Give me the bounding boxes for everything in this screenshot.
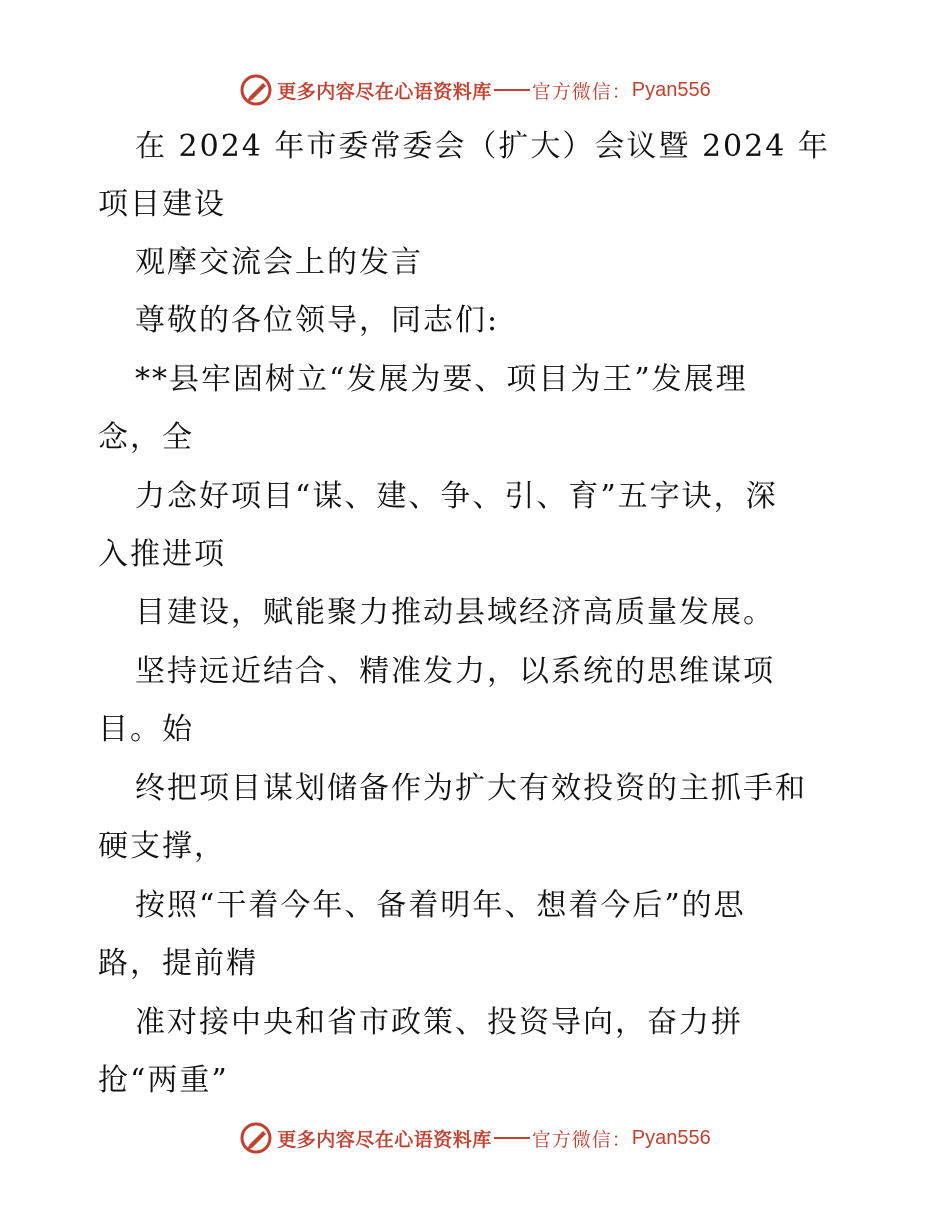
paragraph-line: 按照“干着今年、备着明年、想着今后”的思 <box>135 888 746 923</box>
paragraph-line: 力念好项目“谋、建、争、引、育”五字诀，深 <box>135 479 778 514</box>
wechat-id: Pyan556 <box>631 78 711 101</box>
wechat-id: Pyan556 <box>631 1126 711 1149</box>
paragraph-line: 入推进项 <box>98 537 226 572</box>
paragraph-line: 目。始 <box>98 712 194 747</box>
separator-dash <box>494 1137 530 1139</box>
paragraph-line: 终把项目谋划储备作为扩大有效投资的主抓手和 <box>135 771 807 806</box>
paragraph-line: 硬支撑， <box>98 829 226 864</box>
paragraph-line: 目建设，赋能聚力推动县域经济高质量发展。 <box>135 595 775 630</box>
header-watermark <box>0 70 950 110</box>
brand-text: 更多内容尽在心语资料库 <box>277 1128 492 1151</box>
paragraph-line: 抢“两重” <box>98 1063 229 1098</box>
footer-watermark <box>0 1118 950 1158</box>
salutation: 尊敬的各位领导，同志们: <box>135 303 500 338</box>
title-line-3: 观摩交流会上的发言 <box>135 245 423 280</box>
title-line-2: 项目建设 <box>98 187 226 222</box>
paragraph-line: 念，全 <box>98 420 194 455</box>
paragraph-line: 坚持远近结合、精准发力，以系统的思维谋项 <box>135 654 775 689</box>
pen-logo-icon <box>239 1121 273 1155</box>
paragraph-line: 路，提前精 <box>98 946 258 981</box>
title-line-1: 在 2024 年市委常委会（扩大）会议暨 2024 年 <box>135 129 830 164</box>
pen-logo-icon <box>239 73 273 107</box>
wechat-label: 官方微信： <box>531 80 632 103</box>
separator-dash <box>494 89 530 91</box>
wechat-label: 官方微信： <box>531 1128 632 1151</box>
paragraph-line: 准对接中央和省市政策、投资导向，奋力拼 <box>135 1005 743 1040</box>
paragraph-line: **县牢固树立“发展为要、项目为王”发展理 <box>135 362 748 397</box>
brand-text: 更多内容尽在心语资料库 <box>277 80 492 103</box>
